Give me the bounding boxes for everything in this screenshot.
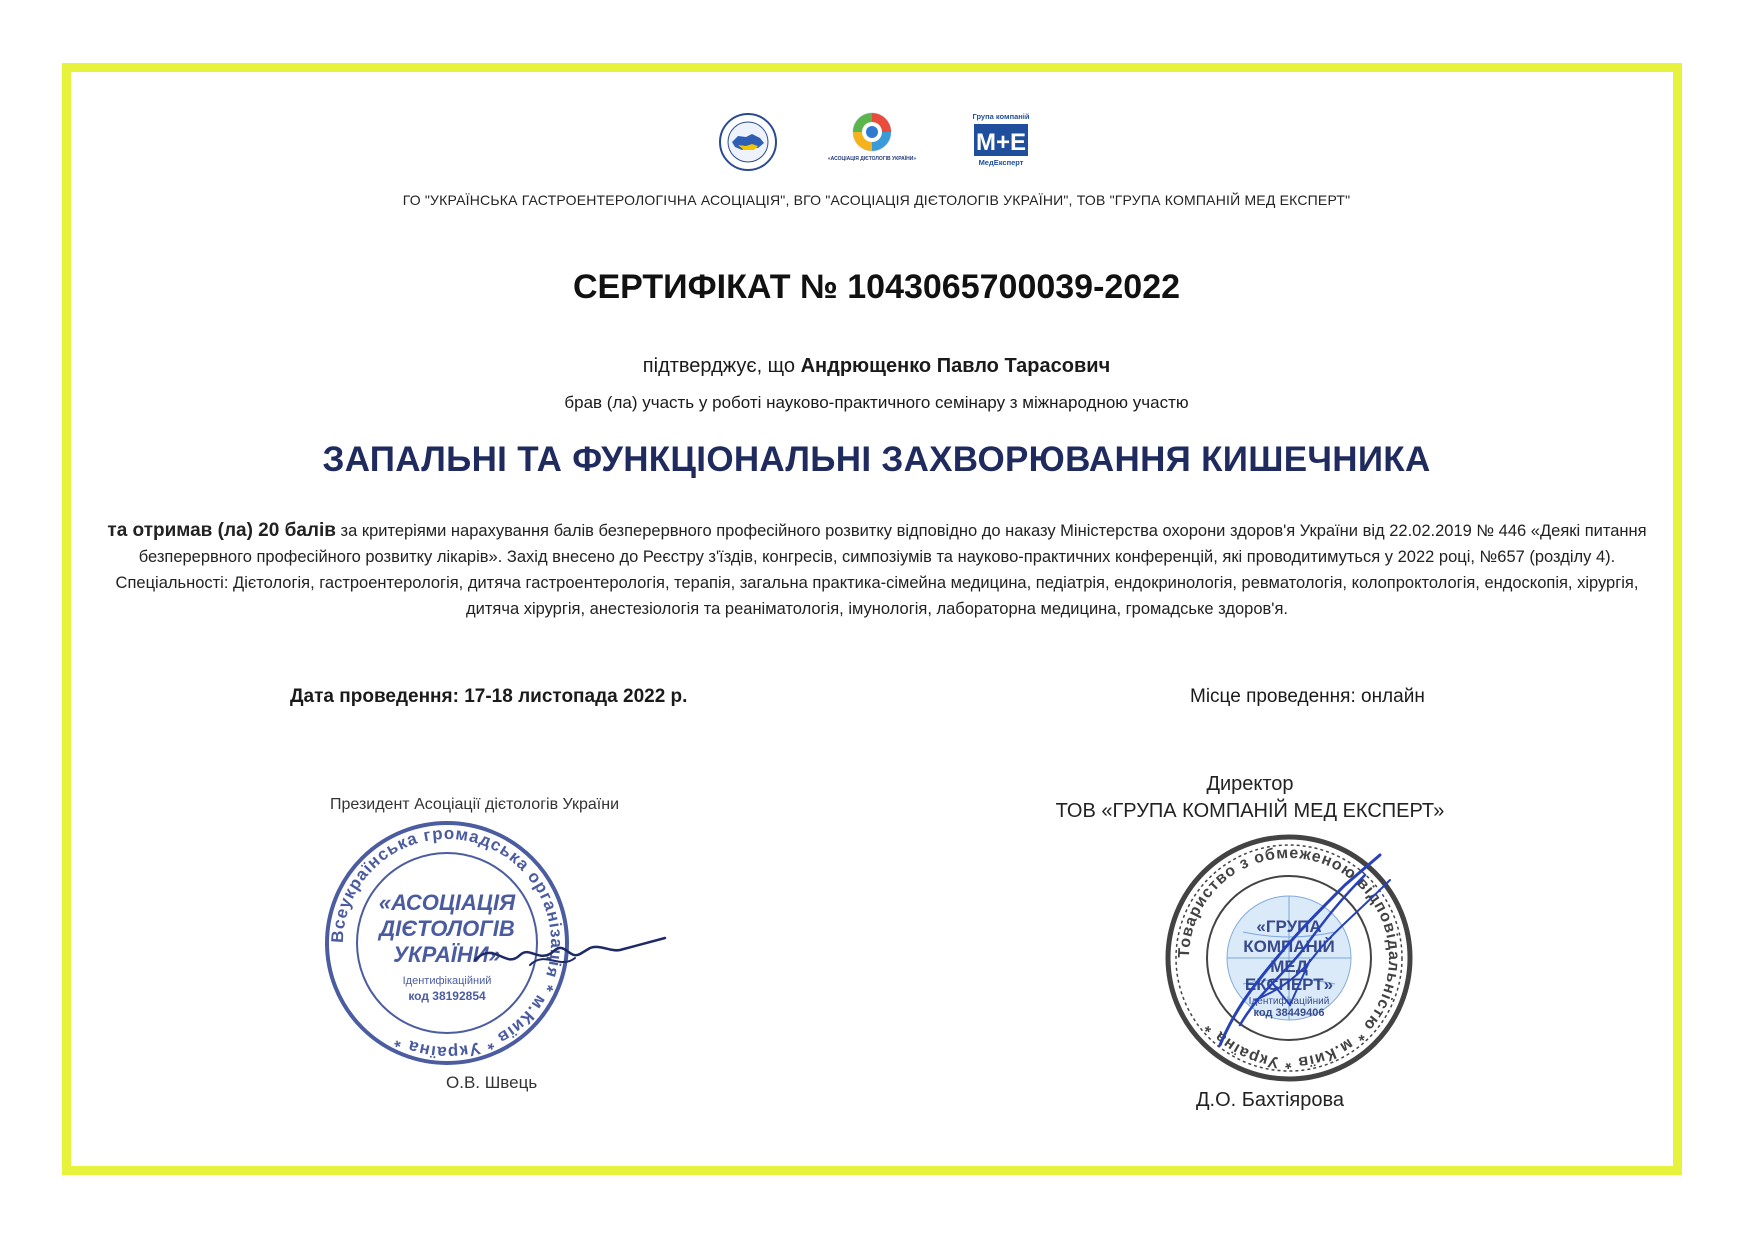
left-seal-ring-text: Всеукраїнська громадська організація * м.Київ * Україна * — [327, 823, 567, 1063]
right-seal-line-4: ЕКСПЕРТ» — [1244, 975, 1334, 994]
certificate-title: СЕРТИФІКАТ № 1043065700039-2022 — [572, 268, 1181, 306]
body-text: за критеріями нарахування балів безперервного професійного розвитку відповідно до наказу Міністерства охорони здоров'я України від 22.02.2019 № 446 «Деякі питання безперервного професійного розвитку лікарів». Захід внесено до Реєстру з'їздів, конгресів, симпозіумів та науково-практичних конференцій, які проводитимуться у 2022 році, №657 (розділу 4). Спеціальності: Дієтологія, гастроентерологія, дитяча гастроентерологія, терапія, загальна практика-сімейна медицина, педіатрія, ендокринологія, ревматологія, колопроктологія, ендоскопія, хірургія, дитяча хірургія, анестезіологія та реаніматологія, імунологія, лабораторна медицина, громадське здоров'я. — [115, 522, 1647, 618]
right-signatory-name: Д.О. Бахтіярова — [1196, 1089, 1344, 1111]
adu-caption: «АСОЦІАЦІЯ ДІЄТОЛОГІВ УКРАЇНИ» — [827, 156, 917, 162]
left-signatory-title: Президент Асоціації дієтологів України — [330, 796, 619, 813]
right-handwritten-signature — [1180, 840, 1410, 1060]
right-seal-line-2: КОМПАНІЙ — [1243, 937, 1335, 956]
left-seal-line-5: код 38192854 — [408, 989, 486, 1003]
right-seal-line-5: Ідентифікаційний — [1248, 996, 1330, 1007]
adu-logo — [818, 112, 926, 174]
ukraine-map-emblem-icon — [718, 112, 778, 172]
points-lead: та отримав (ла) 20 балів — [107, 520, 336, 541]
confirmation-line — [0, 355, 1753, 378]
dietologists-association-emblem-icon — [818, 112, 926, 156]
right-seal-line-1: «ГРУПА — [1256, 917, 1322, 936]
event-date: Дата проведення: 17-18 листопада 2022 р. — [290, 686, 688, 707]
seminar-title: ЗАПАЛЬНІ ТА ФУНКЦІОНАЛЬНІ ЗАХВОРЮВАННЯ КИШЕЧНИКА — [322, 440, 1431, 479]
body-paragraph — [88, 518, 1666, 622]
left-seal-line-1: «АСОЦІАЦІЯ — [378, 890, 516, 915]
event-place: Місце проведення: онлайн — [1190, 686, 1425, 707]
right-signatory-company: ТОВ «ГРУПА КОМПАНІЙ МЕД ЕКСПЕРТ» — [1055, 800, 1445, 822]
right-seal-ring-text: Товариство з обмеженою відповідальністю * м.Київ * Україна * — [1175, 844, 1403, 1072]
left-handwritten-signature — [470, 920, 670, 980]
medexpert-mark-text: М+Е — [975, 129, 1027, 156]
confirms-prefix: підтверджує, що — [642, 355, 801, 377]
left-seal-line-4: Ідентифікаційний — [402, 975, 492, 987]
medexpert-logo — [964, 112, 1038, 168]
left-seal-line-3: УКРАЇНИ» — [393, 942, 501, 967]
right-signatory-position: Директор — [1206, 773, 1294, 795]
left-signatory-name: О.В. Швець — [446, 1073, 538, 1092]
recipient-name: Андрющенко Павло Тарасович — [800, 355, 1111, 377]
logos-row — [0, 112, 1753, 176]
medexpert-caption-bottom: МедЕксперт — [978, 158, 1024, 167]
left-seal-line-2: ДІЄТОЛОГІВ — [379, 916, 515, 941]
participation-line: брав (ла) участь у роботі науково-практичного семінару з міжнародною участю — [564, 393, 1189, 412]
right-seal-line-6: код 38449406 — [1253, 1007, 1325, 1019]
uga-logo — [718, 112, 778, 172]
medexpert-caption-top: Група компаній — [972, 112, 1030, 121]
organizers-line: ГО "УКРАЇНСЬКА ГАСТРОЕНТЕРОЛОГІЧНА АСОЦІАЦІЯ", ВГО "АСОЦІАЦІЯ ДІЄТОЛОГІВ УКРАЇНИ", ТОВ "ГРУПА КОМПАНІЙ МЕД ЕКСПЕРТ" — [402, 192, 1351, 208]
right-seal-line-3: МЕД — [1270, 957, 1308, 976]
